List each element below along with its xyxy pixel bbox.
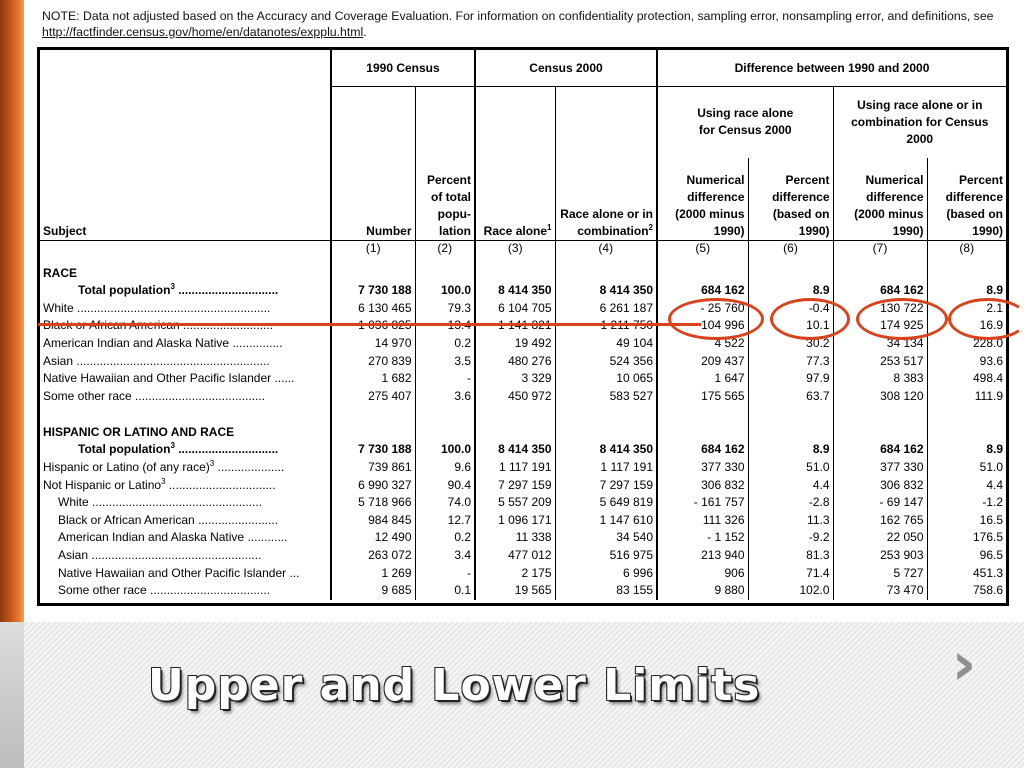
section-label: HISPANIC OR LATINO AND RACE — [43, 425, 235, 440]
leader-dots: .............................. — [174, 442, 279, 457]
col-numdiff-combination: Numerical difference (2000 minus 1990) — [833, 158, 927, 240]
leader-dots: .......................................................... — [73, 353, 270, 368]
leader-dots: .................... — [214, 460, 285, 475]
colnum-4: (4) — [555, 240, 657, 260]
cell-col2: 0.2 — [415, 529, 475, 547]
blank — [415, 419, 475, 441]
cell-col5: - 161 757 — [657, 494, 748, 512]
cell-col4: 34 540 — [555, 529, 657, 547]
row-label — [40, 476, 331, 494]
note-end: . — [363, 25, 367, 39]
row-label — [40, 282, 331, 300]
cell-col6: 63.7 — [748, 388, 833, 406]
cell-col5: 104 996 — [657, 317, 748, 335]
cell-col3: 2 175 — [475, 564, 555, 582]
blank — [657, 260, 748, 282]
table-row — [40, 441, 1006, 459]
cell-col1: 263 072 — [331, 547, 415, 565]
cell-col2: - — [415, 370, 475, 388]
leader-dots: ............ — [244, 530, 288, 545]
cell-col8: 176.5 — [927, 529, 1006, 547]
leader-dots: ...... — [271, 371, 295, 386]
blank — [927, 405, 1006, 419]
cell-col3: 7 297 159 — [475, 476, 555, 494]
cell-col2: 79.3 — [415, 300, 475, 318]
cell-col3: 19 492 — [475, 335, 555, 353]
section-label: RACE — [43, 266, 78, 280]
cell-col1: 984 845 — [331, 512, 415, 530]
cell-col7: 8 383 — [833, 370, 927, 388]
highlight-circle-pctdiff-combination — [948, 298, 1024, 340]
row-label — [40, 441, 331, 459]
cell-col3: 1 117 191 — [475, 459, 555, 477]
table-row — [40, 352, 1006, 370]
section-header-row — [40, 419, 1006, 441]
blank — [415, 260, 475, 282]
leader-dots: ................................................... — [88, 548, 262, 563]
row-label-text: Asian — [58, 548, 89, 563]
row-label-text: Total population — [78, 442, 171, 457]
cell-col5: - 1 152 — [657, 529, 748, 547]
blank — [415, 405, 475, 419]
cell-col5: 906 — [657, 564, 748, 582]
colnum-2: (2) — [415, 240, 475, 260]
row-label — [40, 370, 331, 388]
blank — [475, 419, 555, 441]
col-subject: Subject — [43, 223, 87, 238]
col-pctdiff-alone: Percent difference (based on 1990) — [748, 158, 833, 240]
blank — [475, 260, 555, 282]
subgroup-race-alone: Using race alone for Census 2000 — [657, 86, 833, 158]
leader-dots: .......................................................... — [73, 300, 271, 315]
cell-col2: 0.2 — [415, 335, 475, 353]
blank — [833, 260, 927, 282]
cell-col3: 8 414 350 — [475, 282, 555, 300]
cell-col4: 49 104 — [555, 335, 657, 353]
cell-col3: 477 012 — [475, 547, 555, 565]
cell-col4: 7 297 159 — [555, 476, 657, 494]
cell-col1: 1 682 — [331, 370, 415, 388]
cell-col7: 306 832 — [833, 476, 927, 494]
cell-col4: 8 414 350 — [555, 441, 657, 459]
colnum-1: (1) — [331, 240, 415, 260]
col-numdiff-alone: Numerical difference (2000 minus 1990) — [657, 158, 748, 240]
blank — [40, 240, 331, 260]
cell-col5: 209 437 — [657, 352, 748, 370]
cell-col1: 7 730 188 — [331, 282, 415, 300]
cell-col2: - — [415, 564, 475, 582]
blank — [748, 405, 833, 419]
blank — [331, 405, 415, 419]
blank — [40, 86, 331, 158]
leader-dots: ....................................... — [131, 388, 266, 403]
cell-col7: 174 925 — [833, 317, 927, 335]
blank — [475, 86, 555, 158]
row-label-text: Hispanic or Latino (of any race) — [43, 460, 210, 475]
cell-col2: 74.0 — [415, 494, 475, 512]
cell-col6: 81.3 — [748, 547, 833, 565]
blank — [475, 405, 555, 419]
column-number-row — [40, 240, 1006, 260]
cell-col1: 6 990 327 — [331, 476, 415, 494]
cell-col3: 5 557 209 — [475, 494, 555, 512]
cell-col3: 480 276 — [475, 352, 555, 370]
row-label — [40, 388, 331, 406]
note-link[interactable]: http://factfinder.census.gov/home/en/datanotes/expplu.html — [42, 25, 364, 39]
footnote-ref: 3 — [161, 476, 166, 486]
cell-col2: 9.6 — [415, 459, 475, 477]
col-race-combination-label: Race alone or in combination — [560, 206, 653, 238]
row-label-text: Asian — [43, 353, 74, 368]
cell-col7: 253 903 — [833, 547, 927, 565]
spacer-row — [40, 405, 1006, 419]
cell-col8: 8.9 — [927, 441, 1006, 459]
blank — [748, 419, 833, 441]
cell-col4: 10 065 — [555, 370, 657, 388]
cell-col1: 7 730 188 — [331, 441, 415, 459]
cell-col7: 377 330 — [833, 459, 927, 477]
blank — [331, 419, 415, 441]
table-row — [40, 564, 1006, 582]
group-2000: Census 2000 — [475, 50, 657, 86]
cell-col5: 175 565 — [657, 388, 748, 406]
col-race-combination — [555, 158, 657, 240]
cell-col8: 228.0 — [927, 335, 1006, 353]
table-row — [40, 529, 1006, 547]
cell-col3: 1 096 171 — [475, 512, 555, 530]
row-label-text: Some other race — [58, 583, 147, 598]
highlight-underline — [38, 323, 701, 326]
row-label — [40, 529, 331, 547]
next-slide-chevron-icon[interactable]: › — [951, 629, 977, 699]
left-accent-stripe — [0, 0, 24, 630]
cell-col8: 16.5 — [927, 512, 1006, 530]
blank — [657, 405, 748, 419]
row-label-text: Not Hispanic or Latino — [43, 477, 162, 492]
leader-dots: ... — [286, 565, 300, 580]
table-row — [40, 547, 1006, 565]
group-1990: 1990 Census — [331, 50, 475, 86]
cell-col3: 450 972 — [475, 388, 555, 406]
cell-col8: 51.0 — [927, 459, 1006, 477]
leader-dots: .................................... — [146, 583, 271, 598]
cell-col4: 1 147 610 — [555, 512, 657, 530]
highlight-circle-numdiff-combination — [856, 298, 948, 340]
cell-col8: 16.9 — [927, 317, 1006, 335]
row-label — [40, 459, 331, 477]
cell-col3: 8 414 350 — [475, 441, 555, 459]
blank — [555, 86, 657, 158]
cell-col7: 253 517 — [833, 352, 927, 370]
row-label — [40, 335, 331, 353]
cell-col1: 270 839 — [331, 352, 415, 370]
cell-col6: 4.4 — [748, 476, 833, 494]
cell-col1: 739 861 — [331, 459, 415, 477]
row-label — [40, 564, 331, 582]
row-label — [40, 300, 331, 318]
colnum-3: (3) — [475, 240, 555, 260]
cell-col8: 758.6 — [927, 582, 1006, 600]
cell-col5: 111 326 — [657, 512, 748, 530]
row-label-text: American Indian and Alaska Native — [43, 336, 230, 351]
blank — [555, 405, 657, 419]
table-row — [40, 582, 1006, 600]
cell-col3: 11 338 — [475, 529, 555, 547]
cell-col7: 130 722 — [833, 300, 927, 318]
cell-col3: 19 565 — [475, 582, 555, 600]
blank — [927, 260, 1006, 282]
blank — [927, 419, 1006, 441]
cell-col3: 6 104 705 — [475, 300, 555, 318]
cell-col6: 11.3 — [748, 512, 833, 530]
col-race-alone — [475, 158, 555, 240]
col-percent: Percent of total popu- lation — [415, 158, 475, 240]
cell-col2: 100.0 — [415, 282, 475, 300]
row-label-text: Black or African American — [58, 512, 195, 527]
cell-col8: 2.1 — [927, 300, 1006, 318]
cell-col8: 96.5 — [927, 547, 1006, 565]
cell-col4: 524 356 — [555, 352, 657, 370]
cell-col1: 9 685 — [331, 582, 415, 600]
row-label-text: White — [58, 495, 89, 510]
row-label-text: American Indian and Alaska Native — [58, 530, 245, 545]
cell-col8: 8.9 — [927, 282, 1006, 300]
col-race-alone-label: Race alone — [483, 223, 548, 238]
cell-col7: 5 727 — [833, 564, 927, 582]
cell-col4: 1 117 191 — [555, 459, 657, 477]
data-note — [42, 8, 1002, 40]
blank — [331, 86, 415, 158]
cell-col2: 3.6 — [415, 388, 475, 406]
leader-dots: .............................. — [174, 283, 279, 298]
footnote-2: 2 — [648, 222, 653, 232]
highlight-circle-numdiff — [668, 298, 764, 340]
cell-col4: 516 975 — [555, 547, 657, 565]
blank — [40, 405, 331, 419]
section-header-row — [40, 260, 1006, 282]
cell-col6: 97.9 — [748, 370, 833, 388]
cell-col2: 3.4 — [415, 547, 475, 565]
blank — [555, 419, 657, 441]
cell-col5: 684 162 — [657, 282, 748, 300]
cell-col5: 684 162 — [657, 441, 748, 459]
footnote-ref: 3 — [209, 459, 215, 469]
row-label — [40, 352, 331, 370]
cell-col2: 3.5 — [415, 352, 475, 370]
cell-col6: 8.9 — [748, 441, 833, 459]
cell-col7: 684 162 — [833, 441, 927, 459]
colnum-5: (5) — [657, 240, 748, 260]
cell-col4: 8 414 350 — [555, 282, 657, 300]
cell-col5: - 25 760 — [657, 300, 748, 318]
cell-col4: 583 527 — [555, 388, 657, 406]
row-label — [40, 547, 331, 565]
cell-col1: 12 490 — [331, 529, 415, 547]
cell-col5: 377 330 — [657, 459, 748, 477]
blank — [748, 260, 833, 282]
colnum-6: (6) — [748, 240, 833, 260]
cell-col6: 102.0 — [748, 582, 833, 600]
blank — [555, 260, 657, 282]
cell-col7: 162 765 — [833, 512, 927, 530]
table-row — [40, 476, 1006, 494]
cell-col5: 213 940 — [657, 547, 748, 565]
cell-col2: 90.4 — [415, 476, 475, 494]
cell-col6: 30.2 — [748, 335, 833, 353]
highlight-circle-pctdiff — [770, 298, 850, 340]
cell-col4: 6 996 — [555, 564, 657, 582]
footnote-ref: 3 — [170, 441, 175, 451]
leader-dots: ................................ — [165, 477, 276, 492]
cell-col5: 1 647 — [657, 370, 748, 388]
cell-col2: 100.0 — [415, 441, 475, 459]
corner-cell — [40, 50, 331, 86]
row-label-text: Some other race — [43, 388, 132, 403]
row-label — [40, 512, 331, 530]
slide-title: Upper and Lower Limits — [148, 660, 761, 711]
subgroup-race-combination: Using race alone or in combination for Census 2000 — [833, 86, 1006, 158]
table-row — [40, 459, 1006, 477]
cell-col8: 93.6 — [927, 352, 1006, 370]
cell-col6: -2.8 — [748, 494, 833, 512]
cell-col5: 4 522 — [657, 335, 748, 353]
colnum-7: (7) — [833, 240, 927, 260]
col-pctdiff-combination: Percent difference (based on 1990) — [927, 158, 1006, 240]
cell-col8: 451.3 — [927, 564, 1006, 582]
footnote-ref: 3 — [170, 282, 175, 292]
blank — [833, 405, 927, 419]
table-row — [40, 388, 1006, 406]
group-difference: Difference between 1990 and 2000 — [657, 50, 1006, 86]
cell-col7: 73 470 — [833, 582, 927, 600]
cell-col7: 22 050 — [833, 529, 927, 547]
blank — [833, 419, 927, 441]
leader-dots: ........................ — [194, 512, 279, 527]
cell-col8: 4.4 — [927, 476, 1006, 494]
left-stripe-bottom — [0, 622, 24, 768]
table-row — [40, 512, 1006, 530]
blank — [657, 419, 748, 441]
leader-dots: ............... — [229, 336, 283, 351]
table-row — [40, 494, 1006, 512]
cell-col3: 3 329 — [475, 370, 555, 388]
cell-col4: 6 261 187 — [555, 300, 657, 318]
row-label-text: Native Hawaiian and Other Pacific Islander — [58, 565, 287, 580]
blank — [331, 260, 415, 282]
cell-col6: 71.4 — [748, 564, 833, 582]
row-label-text: White — [43, 300, 74, 315]
row-label — [40, 494, 331, 512]
row-label-text: Native Hawaiian and Other Pacific Islander — [43, 371, 272, 386]
cell-col2: 0.1 — [415, 582, 475, 600]
cell-col1: 1 269 — [331, 564, 415, 582]
cell-col6: 51.0 — [748, 459, 833, 477]
cell-col2: 12.7 — [415, 512, 475, 530]
note-text: NOTE: Data not adjusted based on the Accuracy and Coverage Evaluation. For information on confidentiality protection, sampling error, nonsampling error, and definitions, see — [42, 9, 994, 23]
cell-col6: -9.2 — [748, 529, 833, 547]
row-label — [40, 582, 331, 600]
cell-col6: 8.9 — [748, 282, 833, 300]
colnum-8: (8) — [927, 240, 1006, 260]
cell-col4: 83 155 — [555, 582, 657, 600]
table-row — [40, 282, 1006, 300]
cell-col1: 6 130 465 — [331, 300, 415, 318]
cell-col4: 5 649 819 — [555, 494, 657, 512]
footnote-1: 1 — [547, 222, 552, 232]
cell-col1: 5 718 966 — [331, 494, 415, 512]
cell-col1: 14 970 — [331, 335, 415, 353]
blank — [415, 86, 475, 158]
cell-col5: 306 832 — [657, 476, 748, 494]
cell-col8: -1.2 — [927, 494, 1006, 512]
cell-col7: 308 120 — [833, 388, 927, 406]
cell-col6: -0.4 — [748, 300, 833, 318]
table-row — [40, 335, 1006, 353]
leader-dots: ................................................... — [88, 495, 263, 510]
cell-col8: 498.4 — [927, 370, 1006, 388]
cell-col6: 77.3 — [748, 352, 833, 370]
cell-col7: 684 162 — [833, 282, 927, 300]
cell-col7: - 69 147 — [833, 494, 927, 512]
cell-col5: 9 880 — [657, 582, 748, 600]
col-number: Number — [331, 158, 415, 240]
cell-col7: 34 134 — [833, 335, 927, 353]
row-label-text: Total population — [78, 283, 171, 298]
table-row — [40, 370, 1006, 388]
cell-col6: 10.1 — [748, 317, 833, 335]
cell-col8: 111.9 — [927, 388, 1006, 406]
cell-col1: 275 407 — [331, 388, 415, 406]
